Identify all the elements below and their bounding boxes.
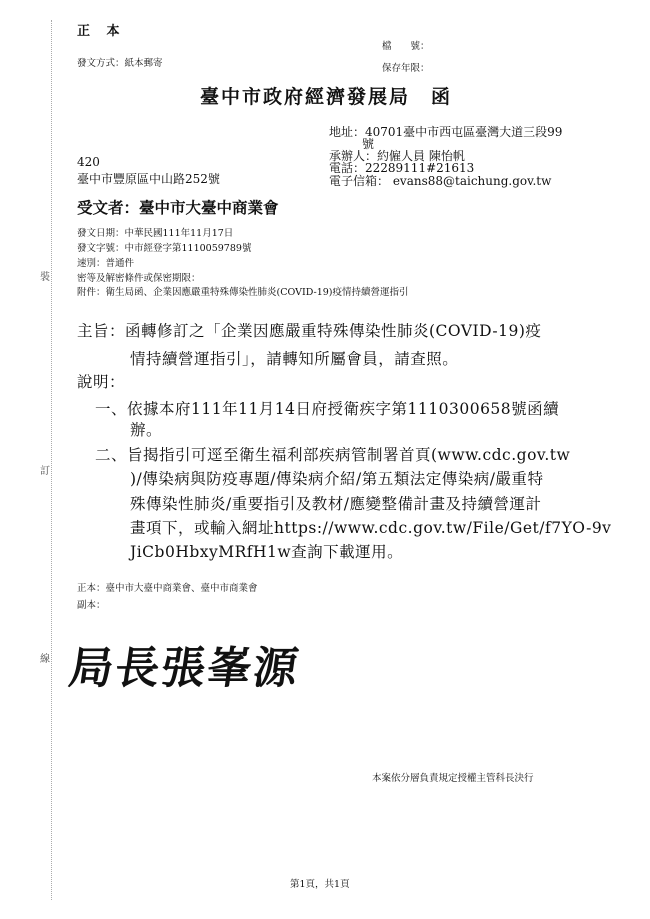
confidentiality: 密等及解密條件或保密期限：: [77, 273, 201, 284]
phone: 電話：22289111#21613: [329, 161, 475, 175]
item1-line1: 一、依據本府111年11月14日府授衛疾字第1110300658號函續: [95, 400, 560, 418]
send-date: 發文日期：中華民國111年11月17日: [77, 228, 234, 239]
original-recipients: 正本：臺中市大臺中商業會、臺中市商業會: [77, 583, 258, 594]
item2-line4: 畫項下，或輸入網址https://www.cdc.gov.tw/File/Get/f7YO-9v: [130, 519, 612, 537]
retention-period-label: 保存年限：: [382, 63, 430, 74]
sender-address-line2: 號: [362, 137, 375, 151]
binding-mark-ding: 訂: [40, 466, 50, 477]
subject-line1: 主旨：函轉修訂之「企業因應嚴重特殊傳染性肺炎(COVID-19)疫: [77, 322, 542, 340]
handler: 承辦人：約僱人員 陳怡帆: [329, 149, 465, 163]
page-number: 第1頁，共1頁: [290, 879, 350, 890]
director-signature: 局長張峯源: [65, 643, 303, 694]
delivery-method: 發文方式：紙本郵寄: [77, 58, 163, 69]
recipient-address: 臺中市豐原區中山路252號: [77, 172, 220, 186]
binding-mark-xian: 線: [40, 654, 50, 665]
item2-line3: 殊傳染性肺炎/重要指引及教材/應變整備計畫及持續營運計: [130, 495, 542, 513]
addressee: 受文者：臺中市大臺中商業會: [77, 198, 279, 217]
copy-type: 正 本: [77, 24, 126, 39]
authorization-note: 本案依分層負責規定授權主管科長決行: [372, 773, 534, 784]
document-number: 發文字號：中市經登字第1110059789號: [77, 243, 252, 254]
item2-line2: )/傳染病與防疫專題/傳染病介紹/第五類法定傳染病/嚴重特: [130, 470, 544, 488]
email: 電子信箱： evans88@taichung.gov.tw: [329, 174, 552, 188]
item1-line2: 辦。: [130, 421, 163, 439]
archive-number-label: 檔 號：: [382, 41, 430, 52]
copy-recipients: 副本：: [77, 600, 106, 611]
item2-line1: 二、旨揭指引可逕至衛生福利部疾病管制署首頁(www.cdc.gov.tw: [95, 446, 571, 464]
sender-address-line1: 地址：40701臺中市西屯區臺灣大道三段99: [329, 125, 563, 139]
binding-mark-zhuang: 裝: [40, 272, 50, 283]
agency-title: 臺中市政府經濟發展局 函: [200, 86, 453, 108]
delivery-speed: 速別：普通件: [77, 258, 135, 269]
binding-line: [51, 20, 52, 900]
subject-line2: 情持續營運指引」，請轉知所屬會員，請查照。: [130, 350, 459, 368]
explanation-heading: 說明：: [77, 373, 126, 391]
item2-line5: JiCb0HbxyMRfH1w查詢下載運用。: [130, 543, 404, 561]
attachment: 附件：衛生局函、企業因應嚴重特殊傳染性肺炎(COVID-19)疫情持續營運指引: [77, 287, 409, 298]
recipient-postal-code: 420: [77, 155, 100, 169]
